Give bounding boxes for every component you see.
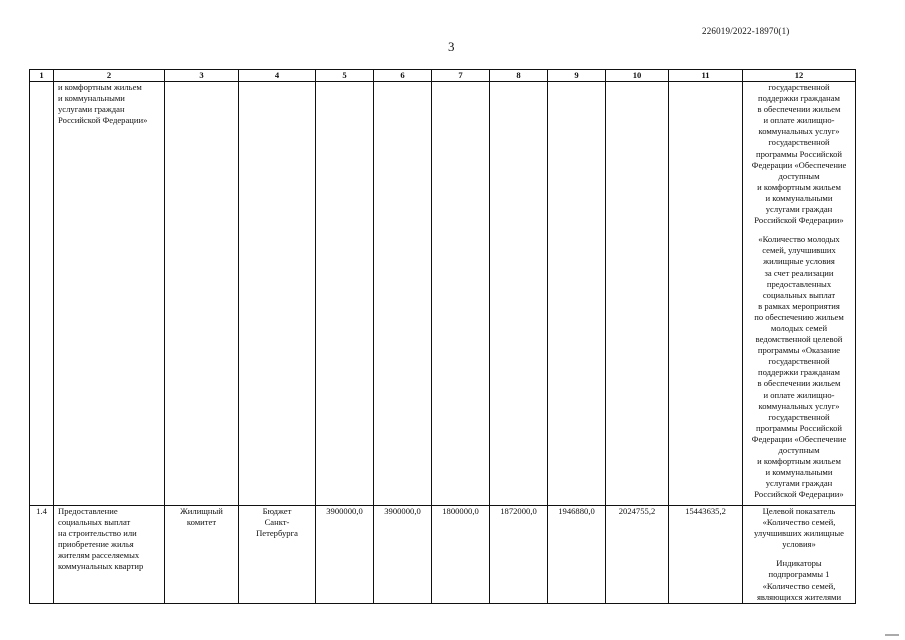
executor-cell: Жилищный комитет (165, 506, 239, 604)
amount-cell: 3900000,0 (374, 506, 432, 604)
table-row-1-4 (30, 506, 856, 604)
header-cell: 3 (165, 70, 239, 82)
activity-name-cell: Предоставление социальных выплат на строительство или приобретение жилья жителям расселяемых коммунальных квартир (54, 506, 165, 604)
total-amount-cell: 15443635,2 (669, 506, 743, 604)
amount-cell: 1800000,0 (432, 506, 490, 604)
header-cell: 8 (490, 70, 548, 82)
header-cell: 2 (54, 70, 165, 82)
header-cell: 5 (316, 70, 374, 82)
scan-artifact (885, 634, 899, 636)
funding-source-cell: Бюджет Санкт- Петербурга (239, 506, 316, 604)
header-cell: 9 (548, 70, 606, 82)
budget-table (29, 69, 856, 604)
indicator-cell: государственной поддержки гражданам в обеспечении жильем и оплате жилищно- коммунальных услуг» государственной программы Российской Федерации «Обеспечение доступным и комфортным жильем и коммунальными услугами граждан Российской Федерации» «Количество молодых семей, улучшивших жилищные условия за счет реализации предоставленных социальных выплат в рамках мероприятия по обеспечению жильем молодых семей ведомственной целевой программы «Оказание государственной поддержки гражданам в обеспечении жильем и оплате жилищно- коммунальных услуг» государственной программы Российской Федерации «Обеспечение доступным и комфортным жильем и коммунальными услугами граждан Российской Федерации» (743, 82, 856, 506)
header-cell: 6 (374, 70, 432, 82)
header-cell: 7 (432, 70, 490, 82)
amount-cell: 1946880,0 (548, 506, 606, 604)
table-row-continuation (30, 82, 856, 506)
table-header-row (30, 70, 856, 82)
header-cell: 11 (669, 70, 743, 82)
header-cell: 10 (606, 70, 669, 82)
header-cell: 4 (239, 70, 316, 82)
program-name-cell: и комфортным жильем и коммунальными услугами граждан Российской Федерации» (54, 82, 165, 506)
amount-cell: 3900000,0 (316, 506, 374, 604)
amount-cell: 1872000,0 (490, 506, 548, 604)
indicator-cell: Целевой показатель «Количество семей, улучшивших жилищные условия» Индикаторы подпрограммы 1 «Количество семей, являющихся жителями (743, 506, 856, 604)
document-registration-number: 226019/2022-18970(1) (702, 26, 790, 36)
amount-cell: 2024755,2 (606, 506, 669, 604)
row-number-cell: 1.4 (30, 506, 54, 604)
header-cell: 1 (30, 70, 54, 82)
header-cell: 12 (743, 70, 856, 82)
page-number: 3 (448, 39, 455, 54)
